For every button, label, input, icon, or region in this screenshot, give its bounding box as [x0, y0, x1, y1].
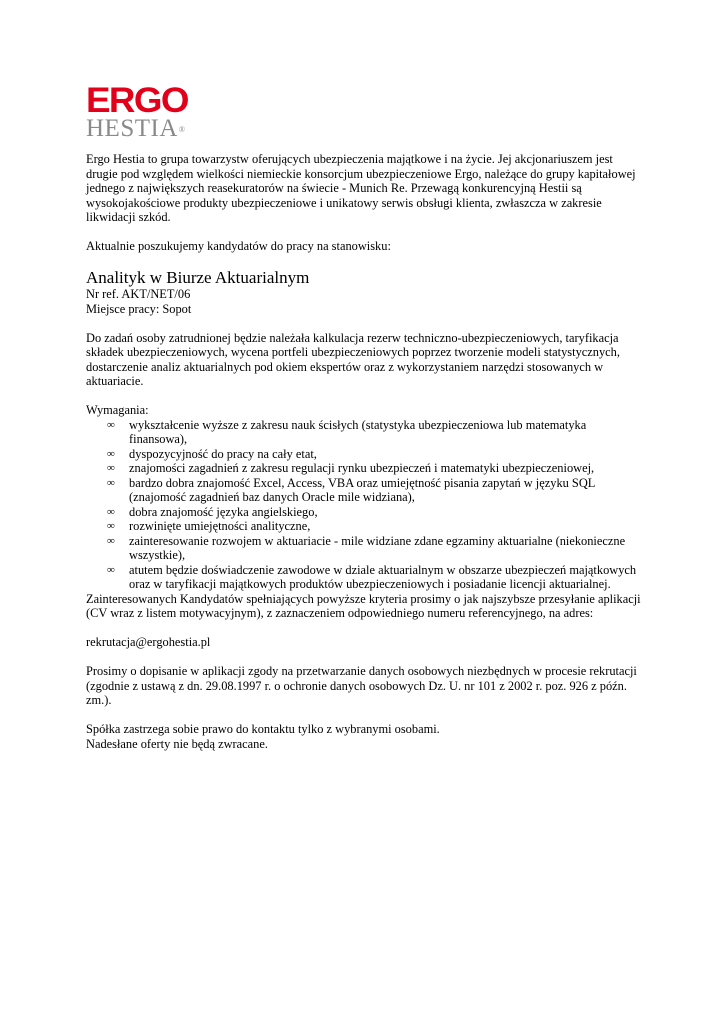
logo-ergo: ERGO	[86, 81, 188, 120]
company-intro: Ergo Hestia to grupa towarzystw oferujących ubezpieczenia majątkowe i na życie. Jej akcjonariuszem jest drugie pod względem wielkości niemieckie konsorcjum ubezpieczeniowe Ergo, należące do grupy kapitałowej jednego z największych reasekuratorów na świecie - Munich Re. Przewagą konkurencyjną Hestii są wysokojakościowe produkty ubezpieczeniowe i unikatowy serwis obsługi klienta, zwłaszcza w zakresie likwidacji szkód.	[86, 152, 636, 224]
requirement-text: rozwinięte umiejętności analityczne,	[129, 519, 311, 533]
logo-hestia-text: HESTIA	[86, 115, 178, 142]
list-item	[107, 461, 646, 476]
logo-hestia	[86, 116, 186, 142]
list-item	[107, 562, 646, 592]
requirements-list	[86, 418, 646, 592]
infinity-bullet-icon: ∞	[107, 447, 115, 460]
requirement-text: znajomości zagadnień z zakresu regulacji rynku ubezpieczeń i matematyki ubezpieczeniowej,	[129, 461, 595, 475]
infinity-bullet-icon: ∞	[107, 476, 115, 489]
job-location: Miejsce pracy: Sopot	[86, 301, 192, 316]
list-item	[107, 504, 646, 520]
list-item	[107, 475, 646, 505]
data-consent-note: Prosimy o dopisanie w aplikacji zgody na przetwarzanie danych osobowych niezbędnych w procesie rekrutacji (zgodnie z ustawą z dn. 29.08.1997 r. o ochronie danych osobowych Dz. U. nr 101 z 2002 r. poz. 926 z późn. zm.).	[86, 664, 637, 707]
job-duties: Do zadań osoby zatrudnionej będzie należała kalkulacja rezerw techniczno-ubezpieczeniowych, taryfikacja składek ubezpieczeniowych, wycena portfeli ubezpieczeniowych poprzez tworzenie modeli statystycznych, dostarczenie analiz aktuarialnych pod okiem ekspertów oraz z wykorzystaniem narzędzi stosowanych w aktuariacie.	[86, 330, 620, 388]
list-item	[107, 533, 646, 563]
requirement-text: bardzo dobra znajomość Excel, Access, VBA oraz umiejętność pisania zapytań w języku SQL (znajomość zagadnień baz danych Oracle mile widziana),	[129, 475, 595, 504]
job-offer-document	[86, 152, 646, 751]
list-item	[107, 519, 646, 534]
infinity-bullet-icon: ∞	[107, 563, 115, 576]
job-title: Analityk w Biurze Aktuarialnym	[86, 268, 310, 287]
application-instructions: Zainteresowanych Kandydatów spełniających powyższe kryteria prosimy o jak najszybsze przesyłanie aplikacji (CV wraz z listem motywacyjnym), z zaznaczeniem odpowiedniego numeru referencyjnego, na adres:	[86, 591, 641, 620]
closing-line-2: Nadesłane oferty nie będą zwracane.	[86, 736, 268, 751]
requirement-text: dobra znajomość języka angielskiego,	[129, 504, 318, 519]
list-item	[107, 417, 646, 447]
requirements-heading: Wymagania:	[86, 403, 149, 417]
job-reference: Nr ref. AKT/NET/06	[86, 287, 191, 301]
requirement-text: wykształcenie wyższe z zakresu nauk ścisłych (statystyka ubezpieczeniowa lub matematyka finansowa),	[129, 417, 587, 446]
seeking-text: Aktualnie poszukujemy kandydatów do pracy na stanowisku:	[86, 239, 391, 253]
infinity-bullet-icon: ∞	[107, 520, 115, 532]
infinity-bullet-icon: ∞	[107, 462, 115, 474]
contact-email: rekrutacja@ergohestia.pl	[86, 635, 211, 649]
closing-line-1: Spółka zastrzega sobie prawo do kontaktu tylko z wybranymi osobami.	[86, 722, 440, 736]
infinity-bullet-icon: ∞	[107, 534, 115, 547]
requirement-text: atutem będzie doświadczenie zawodowe w dziale aktuarialnym w obszarze ubezpieczeń majątkowych oraz w taryfikacji majątkowych produktów ubezpieczeniowych i posiadanie licencji aktuarialnej.	[129, 562, 637, 591]
requirement-text: dyspozycyjność do pracy na cały etat,	[129, 446, 317, 461]
list-item	[107, 446, 646, 462]
infinity-bullet-icon: ∞	[107, 505, 115, 518]
registered-mark: ®	[178, 125, 186, 134]
requirement-text: zainteresowanie rozwojem w aktuariacie - mile widziane zdane egzaminy aktuarialne (niekonieczne wszystkie),	[129, 533, 626, 562]
infinity-bullet-icon: ∞	[107, 418, 115, 431]
ergo-hestia-logo	[86, 81, 188, 142]
